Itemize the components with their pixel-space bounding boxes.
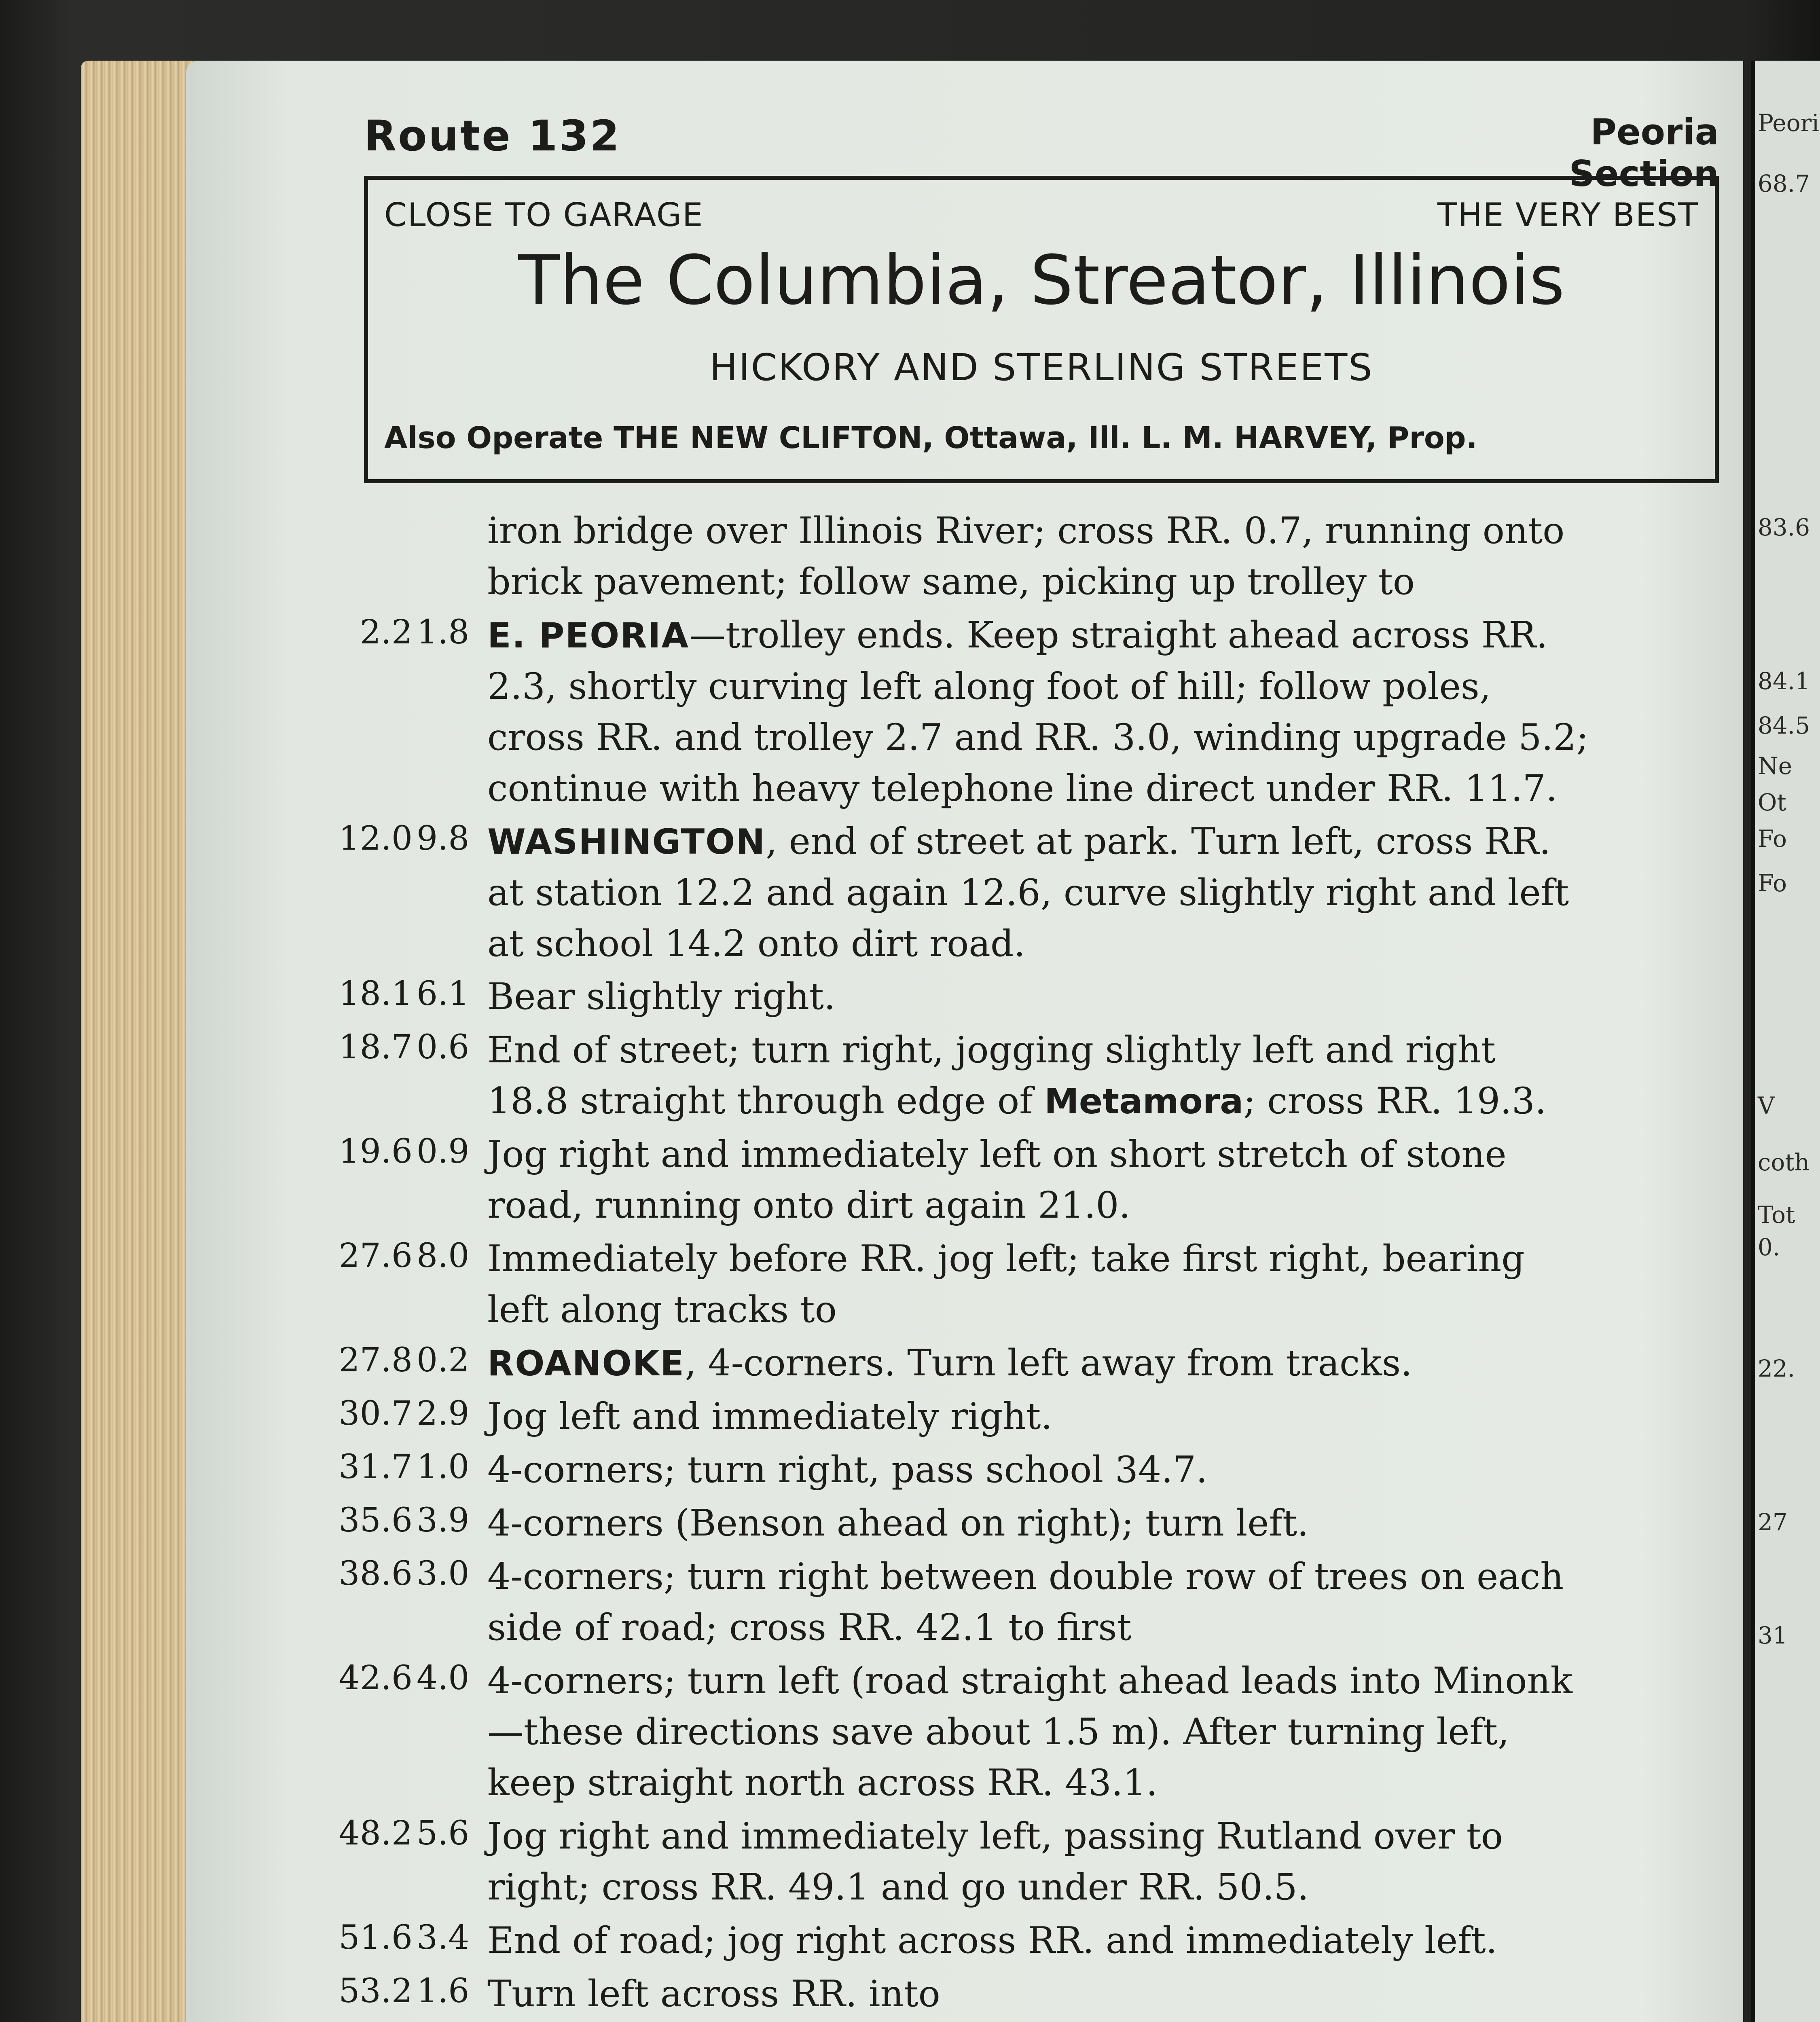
direction-text — [487, 1969, 1693, 2020]
town-name: Metamora — [1044, 1081, 1244, 1122]
intermediate-mileage: 3.0 — [417, 1555, 470, 1593]
total-mileage: 53.2 — [339, 1972, 413, 2010]
total-mileage: 12.0 — [339, 819, 413, 858]
total-mileage: 51.6 — [339, 1918, 413, 1957]
intermediate-mileage: 0.9 — [417, 1132, 470, 1171]
direction-line: road, running onto dirt again 21.0. — [487, 1184, 1131, 1227]
direction-line: continue with heavy telephone line direct under RR. 11.7. — [487, 767, 1558, 810]
direction-text — [487, 610, 1693, 814]
intermediate-mileage: 1.8 — [417, 613, 470, 651]
direction-line: right; cross RR. 49.1 and go under RR. 50.5. — [487, 1866, 1309, 1908]
next-page-fragment: 22. — [1758, 1355, 1795, 1382]
direction-text — [487, 1391, 1693, 1442]
ad-tagline-left: CLOSE TO GARAGE — [384, 196, 704, 234]
direction-line: —trolley ends. Keep straight ahead across RR. — [689, 614, 1548, 656]
direction-line: 4-corners (Benson ahead on right); turn left. — [487, 1502, 1309, 1544]
intermediate-mileage: 8.0 — [417, 1237, 470, 1275]
next-page-fragment: Fo — [1758, 825, 1787, 852]
direction-line: Jog right and immediately left, passing Rutland over to — [487, 1815, 1503, 1857]
next-page-sliver — [1751, 61, 1820, 2022]
direction-line: cross RR. and trolley 2.7 and RR. 3.0, winding upgrade 5.2; — [487, 716, 1589, 759]
direction-line: , end of street at park. Turn left, cross RR. — [766, 820, 1551, 863]
next-page-fragment: Tot — [1758, 1201, 1795, 1229]
direction-row — [186, 1445, 1743, 1495]
next-page-fragment: 27 — [1758, 1508, 1788, 1536]
direction-line: left along tracks to — [487, 1288, 837, 1331]
direction-row — [186, 1129, 1743, 1227]
next-page-fragment: 83.6 — [1758, 514, 1810, 541]
direction-text — [487, 1551, 1693, 1653]
intermediate-mileage: 0.6 — [417, 1028, 470, 1066]
intermediate-mileage: 2.9 — [417, 1394, 470, 1433]
book-page — [186, 61, 1743, 2022]
direction-row — [186, 816, 1743, 965]
direction-text — [487, 816, 1693, 969]
direction-row — [186, 1498, 1743, 1548]
direction-line: 18.8 straight through edge of Metamora; cross RR. 19.3. — [487, 1080, 1547, 1122]
direction-line: End of street; turn right, jogging slightly left and right — [487, 1029, 1496, 1071]
total-mileage: 48.2 — [339, 1814, 413, 1853]
next-page-fragment: coth — [1758, 1148, 1810, 1176]
direction-text — [487, 1811, 1693, 1913]
direction-text — [487, 1338, 1693, 1389]
next-page-fragment: 0. — [1758, 1233, 1780, 1261]
next-page-fragment: Ot — [1758, 789, 1786, 816]
next-page-fragment: 68.7 — [1758, 170, 1810, 197]
intermediate-mileage: 6.1 — [417, 975, 470, 1013]
direction-row — [186, 1233, 1743, 1331]
total-mileage: 35.6 — [339, 1501, 413, 1540]
direction-line: 4-corners; turn left (road straight ahead leads into Minonk — [487, 1660, 1573, 1702]
direction-line: 2.3, shortly curving left along foot of hill; follow poles, — [487, 665, 1491, 708]
next-page-fragment: Fo — [1758, 869, 1787, 897]
direction-line: Immediately before RR. jog left; take first right, bearing — [487, 1237, 1525, 1280]
total-mileage: 18.7 — [339, 1028, 413, 1066]
direction-row — [186, 1656, 1743, 1804]
direction-line: keep straight north across RR. 43.1. — [487, 1762, 1158, 1804]
direction-line: 4-corners; turn right, pass school 34.7. — [487, 1449, 1208, 1491]
ad-address: HICKORY AND STERLING STREETS — [709, 346, 1373, 389]
hotel-advertisement — [364, 176, 1719, 483]
direction-line: at station 12.2 and again 12.6, curve slightly right and left — [487, 871, 1569, 914]
direction-row — [186, 1811, 1743, 1908]
next-page-fragment: Peori — [1758, 109, 1819, 137]
direction-row — [186, 1969, 1743, 2019]
direction-text — [487, 971, 1693, 1022]
town-name: ROANOKE — [487, 1343, 685, 1384]
total-mileage: 27.6 — [339, 1237, 413, 1275]
ad-operator-line: Also Operate THE NEW CLIFTON, Ottawa, Ill. L. M. HARVEY, Prop. — [384, 421, 1477, 455]
direction-line: side of road; cross RR. 42.1 to first — [487, 1606, 1132, 1649]
direction-text — [487, 1656, 1693, 1808]
direction-row — [186, 1551, 1743, 1649]
intermediate-mileage: 9.8 — [417, 819, 470, 858]
direction-line: Bear slightly right. — [487, 975, 836, 1018]
total-mileage: 18.1 — [339, 975, 413, 1013]
direction-text — [487, 1129, 1693, 1231]
direction-text — [487, 1233, 1693, 1335]
direction-line: —these directions save about 1.5 m). After turning left, — [487, 1711, 1509, 1753]
direction-text — [487, 1025, 1693, 1127]
direction-row — [186, 1391, 1743, 1442]
intermediate-mileage: 5.6 — [417, 1814, 470, 1853]
intermediate-mileage: 1.6 — [417, 1972, 470, 2010]
direction-row — [186, 1025, 1743, 1122]
direction-row — [186, 506, 1743, 603]
total-mileage: 27.8 — [339, 1341, 413, 1379]
intermediate-mileage: 3.9 — [417, 1501, 470, 1540]
direction-text — [487, 1915, 1693, 1966]
next-page-fragment: Ne — [1758, 752, 1792, 780]
intermediate-mileage: 1.0 — [417, 1448, 470, 1486]
total-mileage: 42.6 — [339, 1659, 413, 1697]
direction-text — [487, 506, 1693, 607]
direction-line: iron bridge over Illinois River; cross RR. 0.7, running onto — [487, 510, 1565, 552]
total-mileage: 19.6 — [339, 1132, 413, 1171]
intermediate-mileage: 0.2 — [417, 1341, 470, 1379]
direction-row — [186, 1915, 1743, 1966]
direction-text — [487, 1445, 1693, 1495]
direction-row — [186, 971, 1743, 1022]
ad-tagline-right: THE VERY BEST — [1437, 196, 1699, 234]
next-page-fragment: V — [1758, 1092, 1775, 1119]
direction-row — [186, 1338, 1743, 1388]
ad-hotel-name: The Columbia, Streator, Illinois — [518, 241, 1565, 320]
direction-line: , 4-corners. Turn left away from tracks. — [685, 1342, 1412, 1384]
direction-line: Jog left and immediately right. — [487, 1395, 1053, 1438]
direction-line: brick pavement; follow same, picking up trolley to — [487, 560, 1415, 603]
next-page-fragment: 84.1 — [1758, 667, 1810, 695]
total-mileage: 38.6 — [339, 1555, 413, 1593]
direction-line: Jog right and immediately left on short stretch of stone — [487, 1133, 1507, 1176]
total-mileage: 2.2 — [360, 613, 413, 651]
direction-line: Turn left across RR. into — [487, 1973, 940, 2015]
next-page-fragment: 31 — [1758, 1622, 1788, 1649]
section-running-head: Peoria Section — [1569, 111, 1719, 195]
direction-line: End of road; jog right across RR. and immediately left. — [487, 1919, 1498, 1962]
town-name: E. PEORIA — [487, 615, 690, 656]
intermediate-mileage: 3.4 — [417, 1918, 470, 1957]
direction-row — [186, 610, 1743, 810]
next-page-fragment: 84.5 — [1758, 712, 1810, 739]
direction-text — [487, 1498, 1693, 1549]
total-mileage: 31.7 — [339, 1448, 413, 1486]
direction-line: at school 14.2 onto dirt road. — [487, 922, 1026, 965]
route-running-head: Route 132 — [364, 111, 621, 161]
town-name: WASHINGTON — [487, 822, 766, 862]
direction-line: 4-corners; turn right between double row of trees on each — [487, 1555, 1564, 1598]
total-mileage: 30.7 — [339, 1394, 413, 1433]
intermediate-mileage: 4.0 — [417, 1659, 470, 1697]
